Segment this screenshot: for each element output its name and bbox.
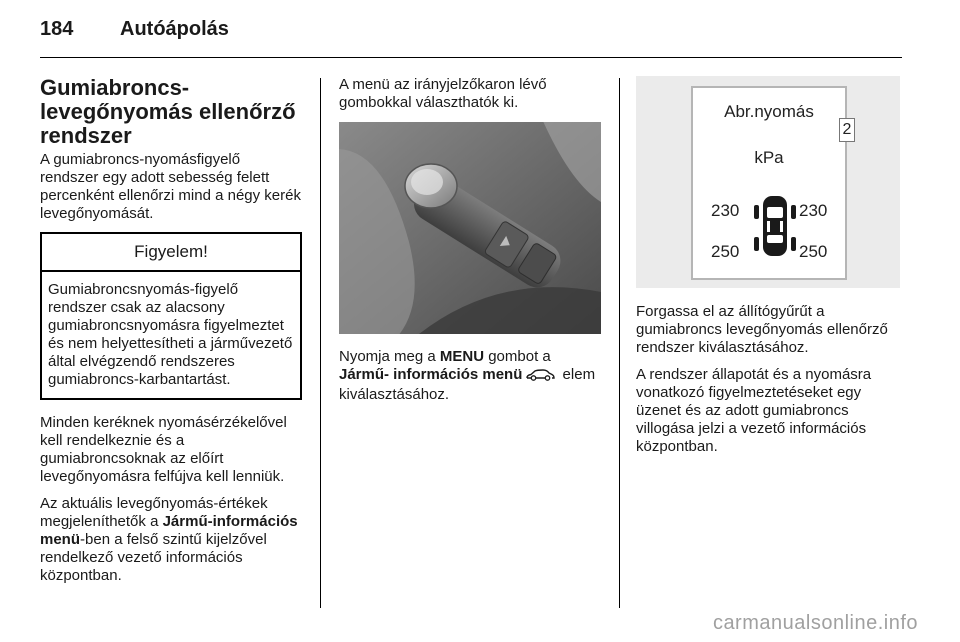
stalk-illustration-graphic	[339, 122, 601, 334]
display-title: Abr.nyomás	[724, 102, 814, 121]
header-divider	[40, 57, 902, 58]
step-text-middle: gombot a	[484, 348, 551, 365]
step-text-start: Nyomja meg a	[339, 348, 440, 365]
menu-paragraph-end: -ben a felső szintű kijelzővel rendelkező vezető információs központban.	[40, 531, 267, 584]
column-divider-right	[619, 78, 620, 608]
column-3	[636, 303, 900, 465]
column-divider-left	[320, 78, 321, 608]
rear-left-pressure: 250	[711, 242, 740, 261]
adjuster-paragraph: Forgassa el az állítógyűrűt a gumiabroncs levegőnyomás ellenőrző rendszer kiválasztásához.	[636, 303, 888, 356]
pressure-unit: kPa	[754, 148, 784, 167]
car-icon	[525, 368, 555, 386]
menu-button-label: MENU	[439, 348, 485, 365]
selection-paragraph: A menü az irányjelzőkaron lévő gombokkal választhatók ki.	[339, 76, 547, 111]
notice-body: Gumiabroncsnyomás-figyelő rendszer csak az alacsony gumiabroncsnyomásra figyelmeztet és nem helyettesítheti a járművezető által elvégzendő rendszeres gumiabroncs-karbantartást.	[48, 281, 293, 388]
car-top-view-icon	[751, 193, 799, 259]
step-text-end: elem kiválasztásához.	[339, 366, 596, 403]
display-page-indicator: 2	[839, 118, 855, 142]
page-header	[40, 18, 902, 48]
tire-pressure-display-figure	[636, 76, 900, 288]
notice-box	[40, 232, 302, 400]
intro-paragraph: A gumiabroncs-nyomásfigyelő rendszer egy adott sebesség felett percenként ellenőrzi mind a négy kerék levegőnyomását.	[40, 151, 301, 222]
column-1	[40, 76, 302, 594]
column-2-lower	[339, 348, 601, 413]
sensor-paragraph: Minden keréknek nyomásérzékelővel kell rendelkeznie és a gumiabroncsoknak az előírt levegőnyomásra felfújva kell lenniük.	[40, 414, 287, 485]
column-2	[339, 76, 601, 121]
page-number: 184	[40, 18, 74, 40]
section-heading: Gumiabroncs-levegőnyomás ellenőrző rendszer	[40, 75, 296, 148]
vehicle-info-menu-term: Jármű-információs menü	[40, 513, 298, 548]
status-paragraph: A rendszer állapotát és a nyomásra vonatkozó figyelmeztetéseket egy üzenet és az adott gumiabroncs villogása jelzi a vezető információs központban.	[636, 366, 872, 455]
indicator-stalk-illustration	[339, 122, 601, 334]
front-right-pressure: 230	[799, 201, 828, 220]
vehicle-info-menu-label: Jármű- információs menü	[339, 366, 523, 383]
rear-right-pressure: 250	[799, 242, 828, 261]
watermark: carmanualsonline.info	[712, 612, 918, 634]
menu-paragraph-start: Az aktuális levegőnyomás-értékek megjeleníthetők a	[40, 495, 268, 530]
notice-title: Figyelem!	[42, 234, 300, 272]
info-display-screen	[691, 86, 852, 280]
menu-button-paragraph	[339, 348, 601, 404]
menu-paragraph	[40, 495, 302, 585]
front-left-pressure: 230	[711, 201, 740, 220]
page-title: Autóápolás	[120, 18, 229, 40]
